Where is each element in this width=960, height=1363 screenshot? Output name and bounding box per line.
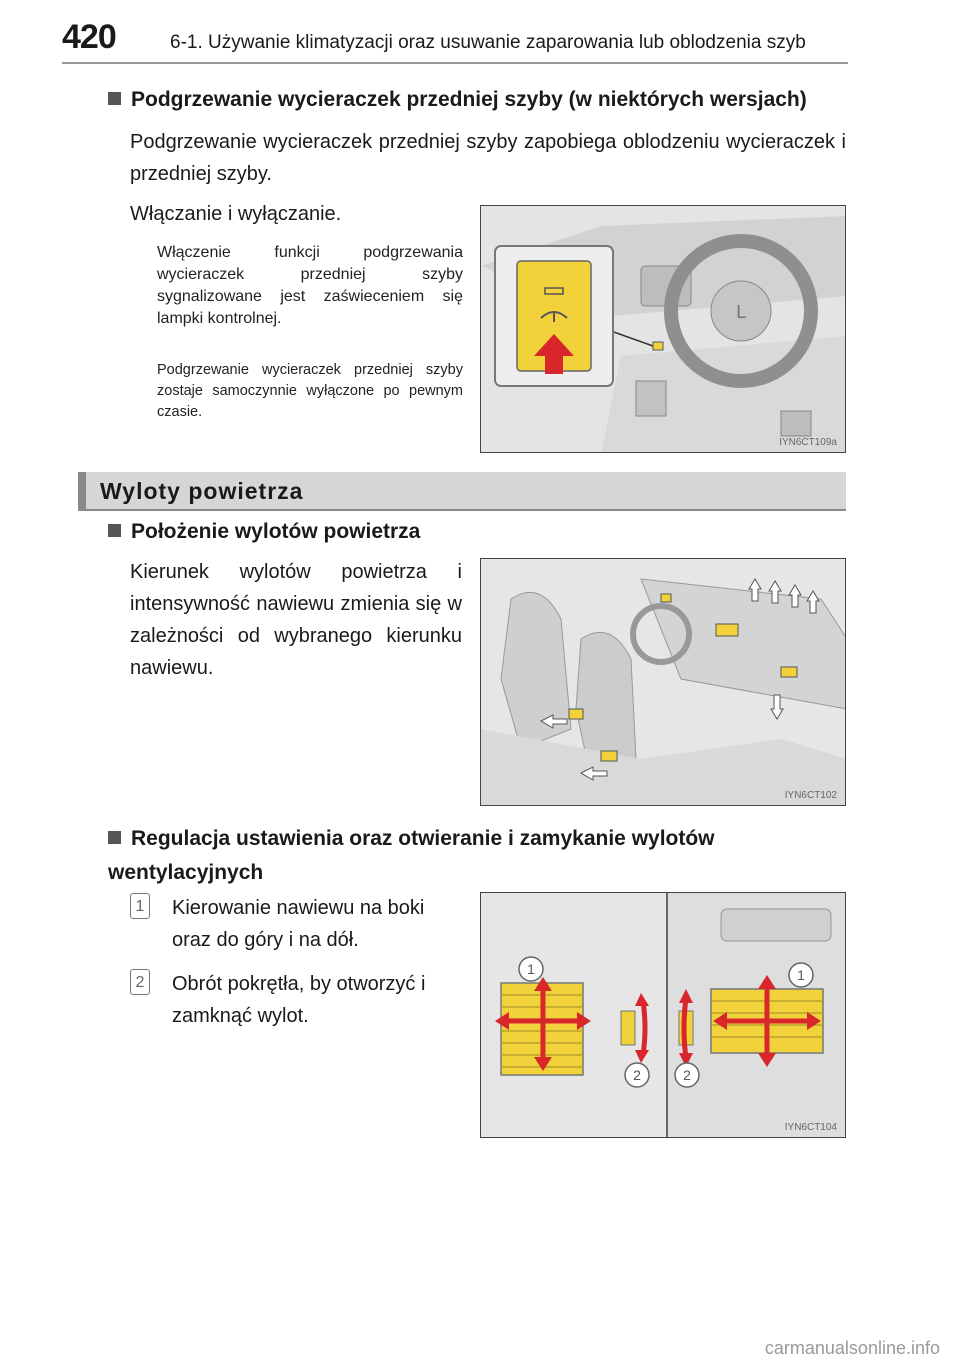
- cabin-illustration: [481, 559, 846, 806]
- outlets-text: Kierunek wylotów powietrza i intensywność nawiewu zmienia się w zależności od wybranego kierunku nawiewu.: [130, 561, 462, 679]
- adjust-item-1-number: [130, 893, 150, 919]
- figure-code: IYN6CT104: [784, 1122, 837, 1133]
- wiper-note-auto-off: Podgrzewanie wycieraczek przedniej szyby zostaje samoczynnie wyłączone po pewnym czasie.: [157, 362, 463, 420]
- figure-code: IYN6CT109a: [779, 437, 837, 448]
- section-divider: [78, 509, 846, 511]
- footer-watermark: carmanualsonline.info: [764, 1338, 940, 1358]
- vents-figure: [480, 892, 846, 1138]
- square-bullet-icon: [108, 831, 121, 844]
- callout-1-right: 1: [797, 967, 805, 983]
- square-bullet-icon: [108, 92, 121, 105]
- adjust-item-1-text: Kierowanie nawiewu na boki oraz do góry i na dół.: [172, 897, 425, 951]
- svg-text:L: L: [735, 302, 747, 323]
- wiper-heading-row: [108, 88, 807, 112]
- adjust-heading-row: [108, 822, 848, 890]
- wiper-heading: Podgrzewanie wycieraczek przedniej szyby (w niektórych wersjach): [131, 88, 807, 111]
- adjust-item-2-number: [130, 969, 150, 995]
- section-title: Wyloty powietrza: [100, 478, 304, 504]
- wiper-toggle-text: Włączanie i wyłączanie.: [130, 203, 342, 225]
- page-header-title: 6-1. Używanie klimatyzacji oraz usuwanie zaparowania lub oblodzenia szyb: [170, 32, 806, 53]
- wiper-switch-figure: [480, 205, 846, 453]
- outlets-figure: [480, 558, 846, 806]
- number-badge: 2: [130, 969, 150, 995]
- vents-illustration: [481, 893, 846, 1138]
- page-number: 420: [62, 18, 116, 56]
- figure-code: IYN6CT102: [784, 790, 837, 801]
- callout-1-left: 1: [527, 961, 535, 977]
- number-badge: 1: [130, 893, 150, 919]
- dashboard-illustration: [481, 206, 846, 453]
- callout-2-right: 2: [683, 1067, 691, 1083]
- wiper-note-indicator: Włączenie funkcji podgrzewania wycieraczek przedniej szyby sygnalizowane jest zaświeceniem się lampki kontrolnej.: [157, 244, 463, 327]
- adjust-item-2-text: Obrót pokrętła, by otworzyć i zamknąć wylot.: [172, 973, 426, 1027]
- callout-2-left: 2: [633, 1067, 641, 1083]
- wiper-intro: Podgrzewanie wycieraczek przedniej szyby zapobiega oblodzeniu wycieraczek i przedniej szyby.: [130, 131, 846, 185]
- adjust-heading: Regulacja ustawienia oraz otwieranie i zamykanie wylotów wentylacyjnych: [108, 827, 715, 884]
- outlets-heading-row: [108, 520, 420, 544]
- square-bullet-icon: [108, 524, 121, 537]
- section-header-bar: [78, 472, 846, 510]
- outlets-heading: Położenie wylotów powietrza: [131, 520, 421, 543]
- header-divider: [62, 62, 848, 64]
